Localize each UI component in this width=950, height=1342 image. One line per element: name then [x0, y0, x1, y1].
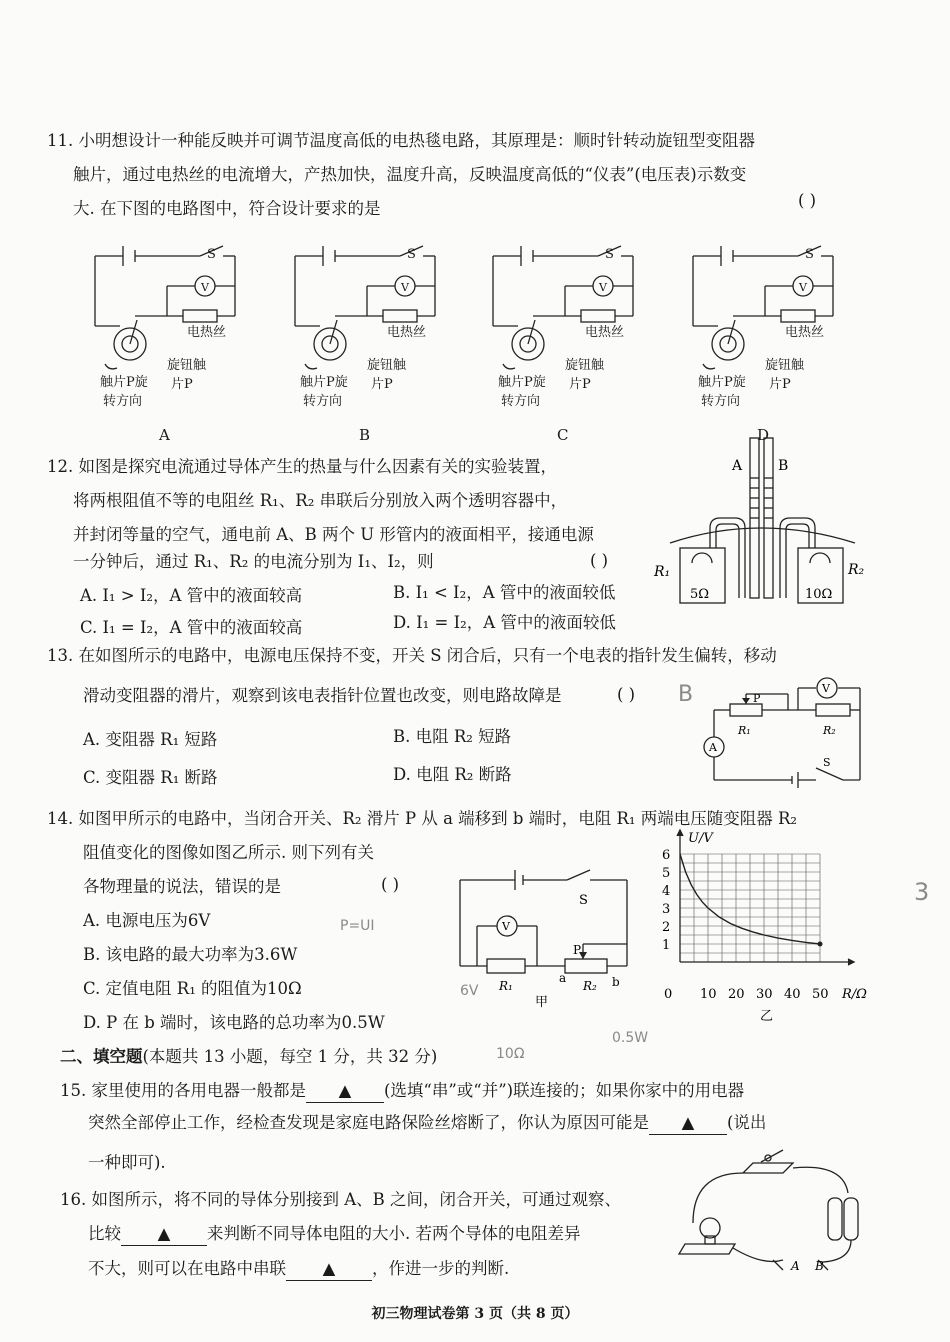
chart-x-arrow-icon [848, 959, 854, 965]
q11-heater-resistor [581, 310, 615, 322]
q12-option-d: D. I₁ = I₂，A 管中的液面较低 [393, 613, 616, 632]
q14-fig-a-end: a [559, 971, 567, 985]
handwriting-note-6v: 6V [460, 983, 479, 999]
q11-switch-label-b: S [407, 247, 416, 262]
q13-option-c: C. 变阻器 R₁ 断路 [83, 768, 218, 787]
q14-fig-switch: S [579, 893, 588, 908]
q11-rotation-arrow-icon [105, 364, 117, 369]
q15-line2-start: 突然全部停止工作，经检查发现是家庭电路保险丝熔断了，你认为原因可能是 [88, 1113, 649, 1132]
q11-heater-resistor [383, 310, 417, 322]
chart-y-tick-label: 3 [662, 902, 671, 917]
q14-option-a: A. 电源电压为6V [83, 911, 211, 930]
q12-option-b: B. I₁ < I₂，A 管中的液面较低 [393, 583, 616, 602]
q11-knob-label-c: 旋钮触 [565, 358, 605, 373]
q11-voltmeter-label-d: V [799, 281, 807, 294]
q11-voltmeter-label-c: V [599, 281, 607, 294]
q15-line1-start: 15. 家里使用的各用电器一般都是 [60, 1081, 306, 1100]
q14-option-b: B. 该电路的最大功率为3.6W [83, 945, 298, 964]
section2-title [60, 1046, 437, 1068]
q13-fig-p: P [753, 692, 761, 705]
section2-note: (本题共 13 小题，每空 1 分，共 32 分) [142, 1047, 438, 1066]
q14-fig-r1: R₁ [499, 979, 513, 993]
q14-fig-p: P [573, 943, 582, 957]
q13-line2: 滑动变阻器的滑片，观察到该电表指针位置也改变，则电路故障是 [83, 686, 562, 705]
q11-direction-label-d: 触片P旋 [698, 375, 746, 390]
q15-line1 [60, 1080, 744, 1103]
q13-circuit-diagram [698, 682, 868, 797]
q11-option-letter-d: D [757, 426, 770, 444]
page-footer: 初三物理试卷第 3 页（共 8 页） [371, 1306, 579, 1322]
q16-line2-end: 来判断不同导体电阻的大小. 若两个导体的电阻差异 [207, 1224, 581, 1243]
q15-blank-1: ▲ [306, 1080, 384, 1103]
q13-option-d: D. 电阻 R₂ 断路 [393, 765, 512, 784]
chart-x-tick-label: 40 [784, 987, 801, 1002]
q11-direction-label2-a: 转方向 [103, 394, 143, 409]
chart-x-tick-label: 10 [700, 987, 717, 1002]
chart-end-point [818, 942, 823, 947]
q12-fig-res1: 5Ω [690, 587, 710, 602]
q11-direction-label-b: 触片P旋 [300, 375, 348, 390]
q11-knob-label-a: 旋钮触 [167, 358, 207, 373]
q11-rotation-arrow-icon [305, 364, 317, 369]
q13-fig-r1: R₁ [738, 724, 751, 737]
q11-rotation-arrow-icon [703, 364, 715, 369]
q11-direction-label2-c: 转方向 [501, 394, 541, 409]
q11-knob-label-b: 旋钮触 [367, 358, 407, 373]
q11-voltmeter-label-a: V [201, 281, 209, 294]
q11-switch-label-d: S [805, 247, 814, 262]
chart-y-tick-label: 2 [662, 920, 671, 935]
q14-fig-voltmeter: V [502, 920, 510, 933]
q11-option-letter-b: B [359, 426, 371, 444]
q11-direction-label-c: 触片P旋 [498, 375, 546, 390]
q15-line2 [88, 1112, 766, 1135]
chart-y-tick-label: 6 [662, 848, 671, 863]
q12-fig-r1: R₁ [654, 564, 671, 580]
q16-line3-start: 不大，则可以在电路中串联 [88, 1259, 286, 1278]
q15-line3: 一种即可). [88, 1153, 166, 1172]
q11-heater-label-a: 电热丝 [187, 325, 227, 340]
q11-circuit-c [493, 246, 633, 369]
q14-fig-b-end: b [612, 975, 620, 989]
q11-direction-label-a: 触片P旋 [100, 375, 148, 390]
q12-fig-tube-a: A [732, 458, 743, 474]
q13-fig-ammeter: A [709, 741, 717, 754]
q12-line1: 12. 如图是探究电流通过导体产生的热量与什么因素有关的实验装置， [47, 457, 557, 476]
q14-circuit-jia [455, 858, 645, 1008]
chart-x-tick-label: 30 [756, 987, 773, 1002]
chart-y-tick-label: 1 [662, 938, 671, 953]
q12-u-tube-apparatus [650, 418, 870, 618]
q11-knob-label2-d: 片P [769, 377, 791, 392]
q16-apparatus [673, 1148, 918, 1283]
q11-answer-paren: ( ) [798, 191, 817, 210]
chart-y-arrow-icon [677, 830, 683, 836]
q14-answer-paren: ( ) [381, 875, 400, 894]
q11-knob-label2-a: 片P [171, 377, 193, 392]
section2-heading: 二、填空题 [60, 1047, 143, 1066]
q12-line2: 将两根阻值不等的电阻丝 R₁、R₂ 串联后分别放入两个透明容器中， [73, 491, 568, 510]
q11-switch-label-a: S [207, 247, 216, 262]
handwriting-note-05w: 0.5W [612, 1030, 649, 1046]
q11-heater-resistor [781, 310, 815, 322]
q16-blank-2: ▲ [286, 1258, 372, 1281]
q11-heater-label-d: 电热丝 [785, 325, 825, 340]
q14-fig-caption-jia: 甲 [535, 995, 549, 1010]
q14-option-d: D. P 在 b 端时，该电路的总功率为0.5W [83, 1013, 385, 1032]
chart-y-tick-label: 4 [662, 884, 671, 899]
q12-answer-paren: ( ) [590, 551, 609, 570]
q13-fig-switch: S [823, 756, 831, 769]
handwriting-note-10ohm: 10Ω [496, 1046, 525, 1062]
q11-circuit-diagrams [0, 0, 950, 450]
q13-option-b: B. 电阻 R₂ 短路 [393, 727, 512, 746]
q12-fig-tube-b: B [778, 458, 789, 474]
q11-option-letter-a: A [159, 426, 170, 444]
q16-line3 [88, 1258, 509, 1281]
q11-line1: 11. 小明想设计一种能反映并可调节温度高低的电热毯电路，其原理是：顺时针转动旋钮型变阻器 [47, 131, 755, 150]
handwriting-answer-b: B [678, 682, 694, 707]
q16-line1: 16. 如图所示，将不同的导体分别接到 A、B 之间，闭合开关，可通过观察、 [60, 1190, 622, 1209]
q16-line2 [88, 1223, 581, 1246]
q11-voltmeter-label-b: V [401, 281, 409, 294]
q13-fig-voltmeter: V [822, 682, 830, 695]
q11-direction-label2-d: 转方向 [701, 394, 741, 409]
q16-fig-terminal-a: A [791, 1259, 800, 1273]
q15-blank-2: ▲ [649, 1112, 727, 1135]
q12-line4: 一分钟后，通过 R₁、R₂ 的电流分别为 I₁、I₂，则 [73, 552, 434, 571]
q11-line3: 大. 在下图的电路图中，符合设计要求的是 [73, 199, 381, 218]
q11-heater-label-b: 电热丝 [387, 325, 427, 340]
chart-x-tick-label: 0 [664, 987, 673, 1002]
q11-heater-resistor [183, 310, 217, 322]
q11-knob-label2-c: 片P [569, 377, 591, 392]
q16-line2-start: 比较 [88, 1224, 121, 1243]
q14-fig-r2: R₂ [583, 979, 597, 993]
chart-x-tick-label: 50 [812, 987, 829, 1002]
q11-rotation-arrow-icon [503, 364, 515, 369]
q14-option-c: C. 定值电阻 R₁ 的阻值为10Ω [83, 979, 302, 998]
q11-line2: 触片，通过电热丝的电流增大，产热加快，温度升高，反映温度高低的“仪表”(电压表)示数变 [73, 165, 747, 184]
q11-direction-label2-b: 转方向 [303, 394, 343, 409]
handwriting-note-power: P=UI [340, 918, 375, 934]
chart-x-tick-label: 20 [728, 987, 745, 1002]
q14-line1: 14. 如图甲所示的电路中，当闭合开关、R₂ 滑片 P 从 a 端移到 b 端时，电阻 R₁ 两端电压随变阻器 R₂ [47, 809, 798, 828]
q12-option-a: A. I₁ > I₂，A 管中的液面较高 [80, 586, 303, 605]
q13-line1: 13. 在如图所示的电路中，电源电压保持不变，开关 S 闭合后，只有一个电表的指针发生偏转，移动 [47, 646, 777, 665]
q14-line2: 阻值变化的图像如图乙所示. 则下列有关 [83, 843, 374, 862]
q12-option-c: C. I₁ = I₂，A 管中的液面较高 [80, 618, 303, 637]
chart-y-axis-label: U/V [688, 831, 713, 846]
q11-knob-label-d: 旋钮触 [765, 358, 805, 373]
q11-option-letter-c: C [557, 426, 569, 444]
q13-option-a: A. 变阻器 R₁ 短路 [83, 730, 218, 749]
chart-x-axis-label: R/Ω [842, 987, 867, 1002]
q11-circuit-b [295, 246, 435, 369]
q11-circuit-d [693, 246, 833, 369]
chart-y-tick-label: 5 [662, 866, 671, 881]
q15-line2-end: (说出 [727, 1113, 767, 1132]
q15-line1-end: (选填“串”或“并”)联连接的；如果你家中的用电器 [384, 1081, 745, 1100]
q11-switch-label-c: S [605, 247, 614, 262]
q12-line3: 并封闭等量的空气，通电前 A、B 两个 U 形管内的液面相平，接通电源 [73, 525, 594, 544]
q13-answer-paren: ( ) [617, 685, 636, 704]
q13-fig-r2: R₂ [823, 724, 836, 737]
q16-line3-end: ，作进一步的判断. [372, 1259, 510, 1278]
q11-heater-label-c: 电热丝 [585, 325, 625, 340]
q11-knob-label2-b: 片P [371, 377, 393, 392]
q12-fig-res2: 10Ω [805, 587, 833, 602]
chart-caption-yi: 乙 [760, 1009, 774, 1024]
q12-fig-r2: R₂ [848, 562, 865, 578]
handwriting-margin-3: 3 [914, 878, 930, 906]
q16-fig-terminal-b: B [815, 1259, 824, 1273]
q14-line3: 各物理量的说法，错误的是 [83, 877, 281, 896]
q16-blank-1: ▲ [121, 1223, 207, 1246]
q11-circuit-a [95, 246, 235, 369]
q14-chart-yi [655, 831, 870, 1024]
